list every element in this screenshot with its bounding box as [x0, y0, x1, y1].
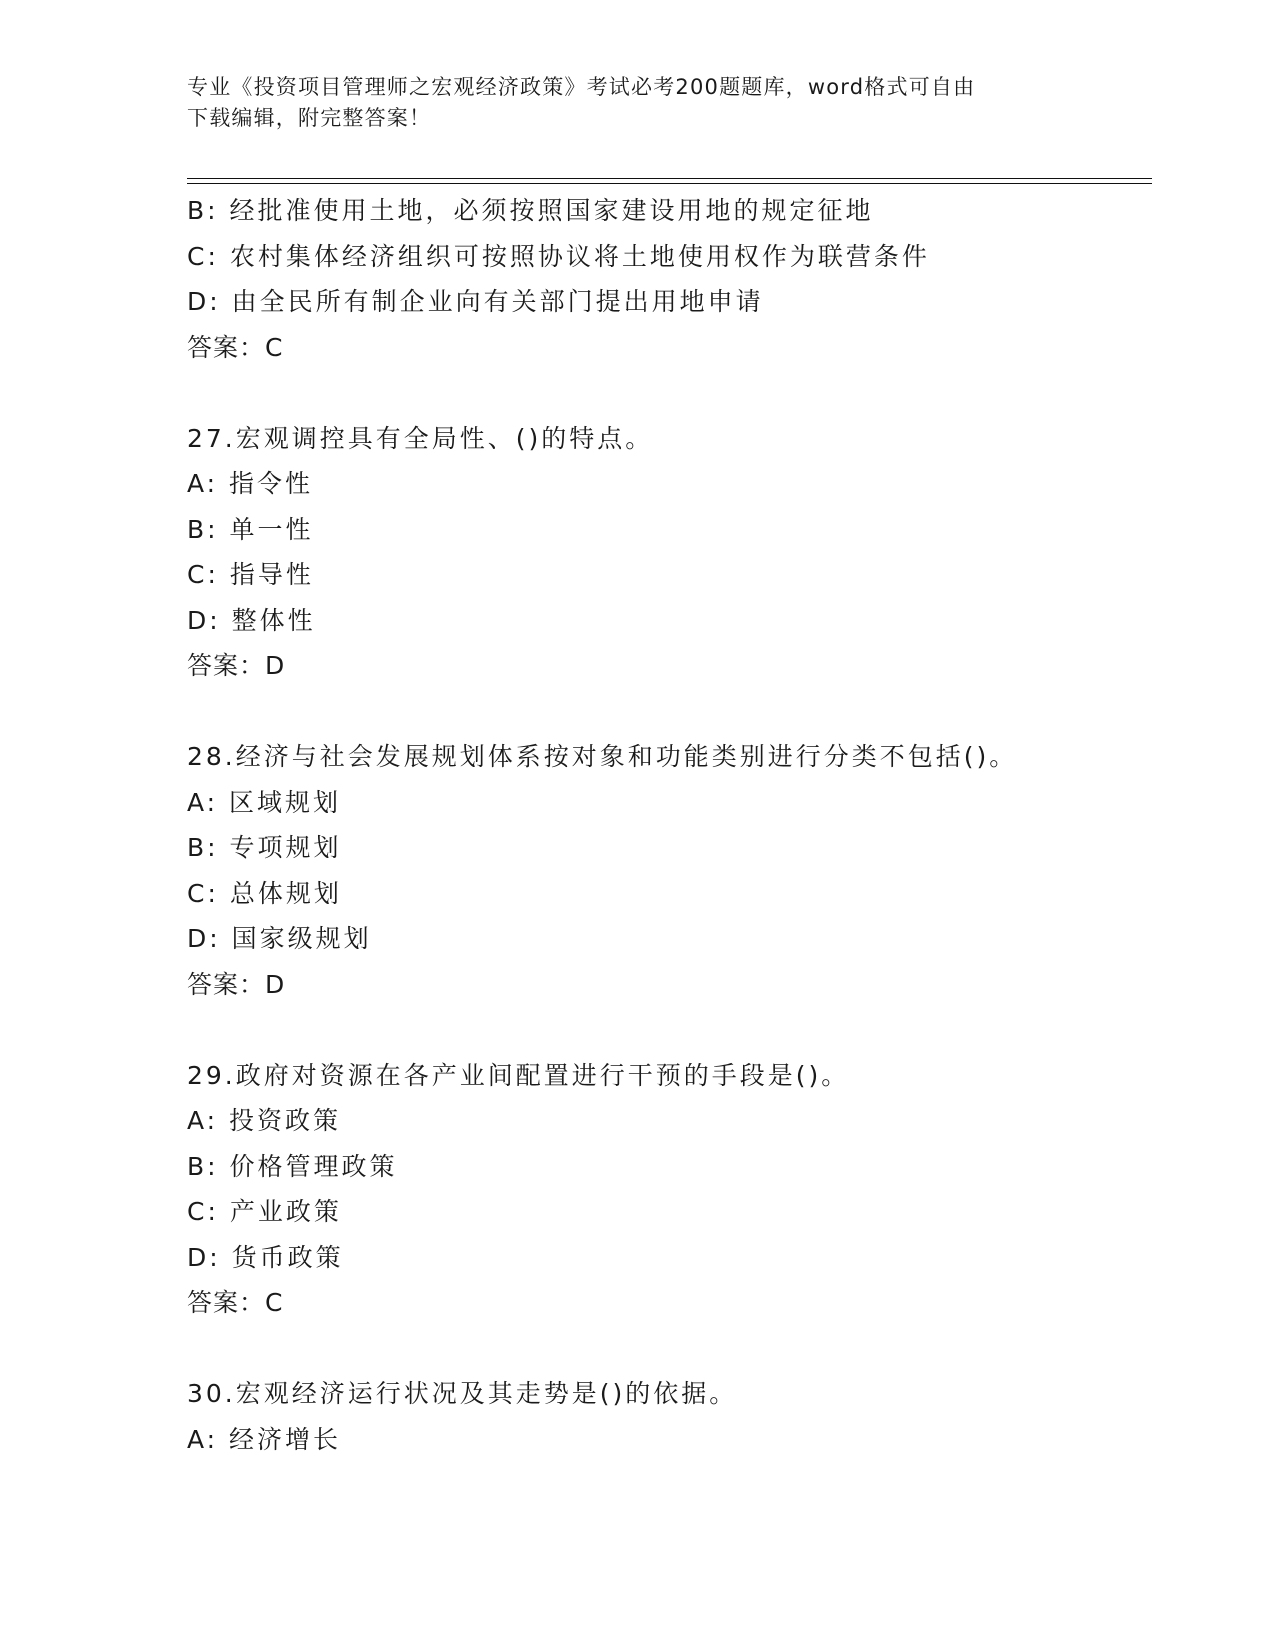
question-stem: 29.政府对资源在各产业间配置进行干预的手段是()。 [187, 1060, 850, 1090]
option-c: C: 指导性 [187, 560, 314, 589]
question-stem: 28.经济与社会发展规划体系按对象和功能类别进行分类不包括()。 [187, 742, 1018, 771]
option-d: D: 货币政策 [187, 1242, 344, 1272]
option-c: C: 总体规划 [187, 878, 342, 908]
answer: 答案：D [187, 651, 286, 680]
spacer [187, 1326, 1152, 1372]
option-b: B: 价格管理政策 [187, 1151, 398, 1181]
question-stem: 30.宏观经济运行状况及其走势是()的依据。 [187, 1379, 738, 1408]
option-d: D: 整体性 [187, 605, 316, 635]
spacer [187, 1007, 1152, 1053]
option-a: A: 指令性 [187, 469, 314, 498]
question-28 [187, 734, 1152, 1007]
option-a: A: 投资政策 [187, 1106, 342, 1135]
header-rule-bottom [187, 183, 1152, 184]
spacer [187, 370, 1152, 416]
answer: 答案：C [187, 332, 284, 362]
option-d: D: 国家级规划 [187, 924, 372, 953]
option-b: B: 专项规划 [187, 833, 342, 862]
answer: 答案：D [187, 969, 286, 999]
option-c: C: 农村集体经济组织可按照协议将土地使用权作为联营条件 [187, 241, 930, 271]
answer: 答案：C [187, 1288, 284, 1317]
option-c: C: 产业政策 [187, 1197, 342, 1226]
option-a: A: 经济增长 [187, 1424, 342, 1454]
option-b: B: 单一性 [187, 514, 314, 544]
option-b: B: 经批准使用土地，必须按照国家建设用地的规定征地 [187, 196, 874, 225]
option-d: D: 由全民所有制企业向有关部门提出用地申请 [187, 287, 764, 316]
document-header [187, 72, 1087, 134]
question-27 [187, 416, 1152, 689]
spacer [187, 689, 1152, 735]
question-stem: 27.宏观调控具有全局性、()的特点。 [187, 423, 654, 453]
question-list [187, 188, 1152, 1462]
option-a: A: 区域规划 [187, 787, 342, 817]
question-29 [187, 1053, 1152, 1326]
question-26-continued [187, 188, 1152, 370]
header-line-1: 专业《投资项目管理师之宏观经济政策》考试必考200题题库，word格式可自由 [187, 75, 976, 99]
question-30 [187, 1371, 1152, 1462]
header-rule-top [187, 178, 1152, 179]
header-line-2: 下载编辑，附完整答案！ [187, 106, 432, 130]
